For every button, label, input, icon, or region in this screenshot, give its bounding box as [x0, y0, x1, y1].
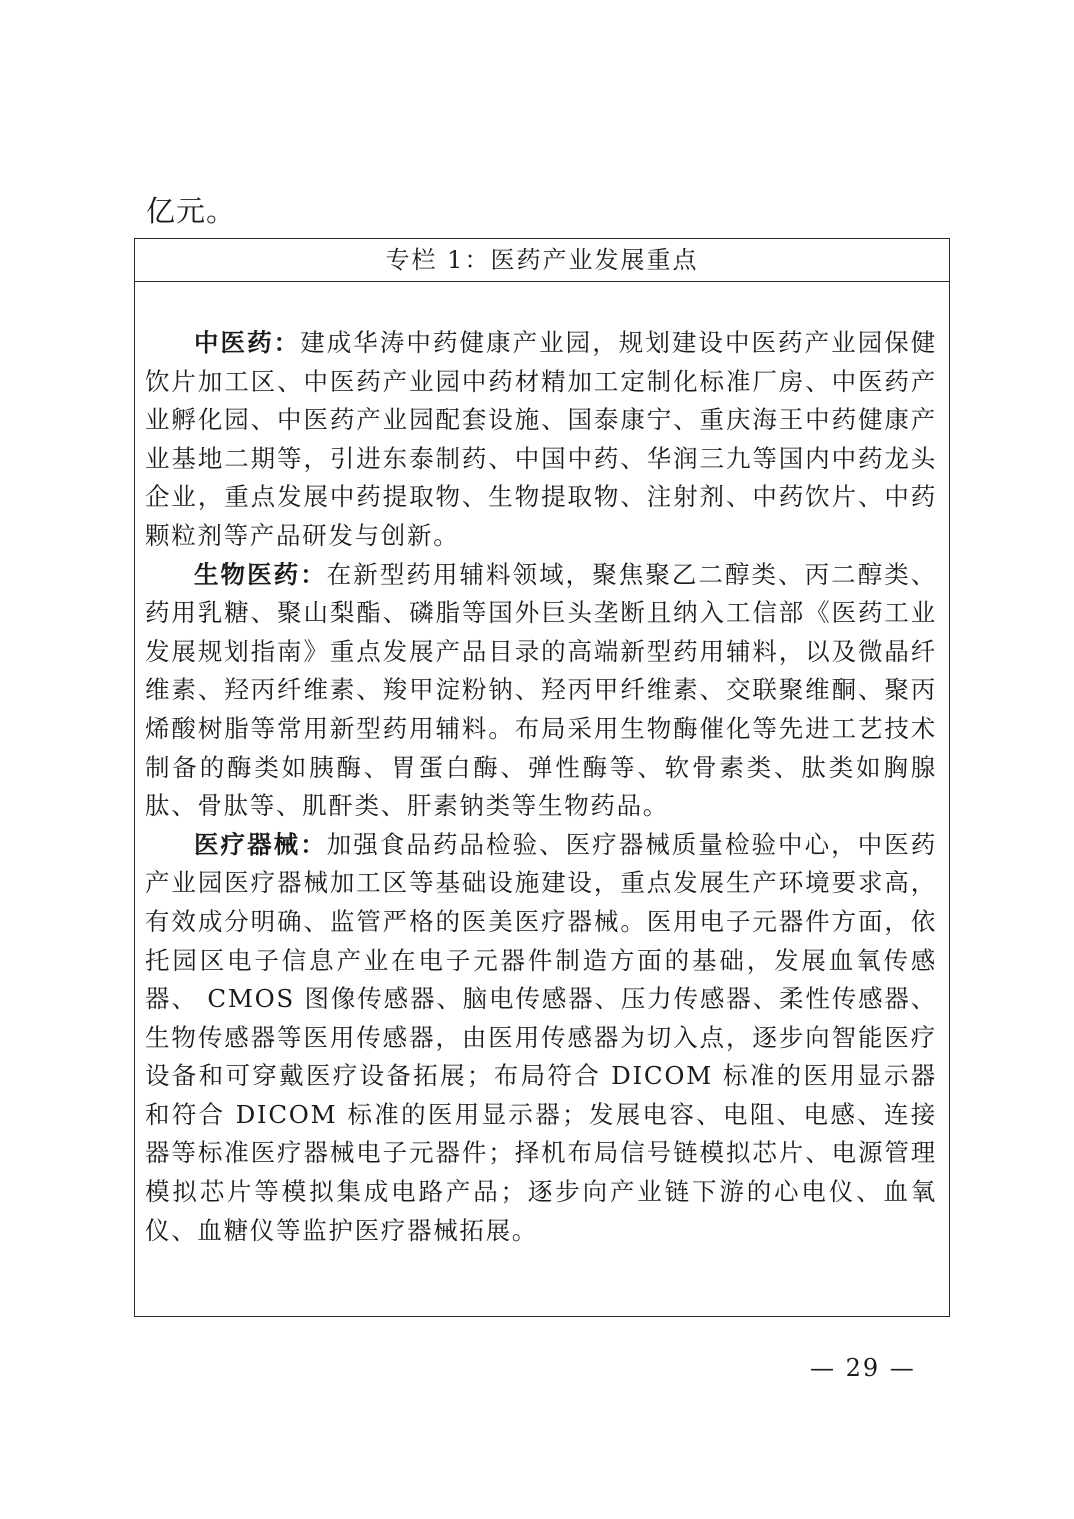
page-number: — 29 —: [810, 1354, 916, 1382]
column-box: [134, 238, 950, 1317]
paragraph-tcm-text: 建成华涛中药健康产业园，规划建设中医药产业园保健饮片加工区、中医药产业园中药材精加工定制化标准厂房、中医药产业孵化园、中医药产业园配套设施、国泰康宁、重庆海王中药健康产业基地二期等，引进东泰制药、中国中药、华润三九等国内中药龙头企业，重点发展中药提取物、生物提取物、注射剂、中药饮片、中药颗粒剂等产品研发与创新。: [145, 328, 937, 550]
paragraph-biomedicine-lead: 生物医药：: [194, 559, 327, 589]
paragraph-biomedicine-text: 在新型药用辅料领域，聚焦聚乙二醇类、丙二醇类、药用乳糖、聚山梨酯、磷脂等国外巨头垄断且纳入工信部《医药工业发展规划指南》重点发展产品目录的高端新型药用辅料，以及微晶纤维素、羟丙纤维素、羧甲淀粉钠、羟丙甲纤维素、交联聚维酮、聚丙烯酸树脂等常用新型药用辅料。布局采用生物酶催化等先进工艺技术制备的酶类如胰酶、胃蛋白酶、弹性酶等、软骨素类、肽类如胸腺肽、骨肽等、肌酐类、肝素钠类等生物药品。: [145, 559, 937, 821]
paragraph-medical-devices-text: 加强食品药品检验、医疗器械质量检验中心，中医药产业园医疗器械加工区等基础设施建设，重点发展生产环境要求高，有效成分明确、监管严格的医美医疗器械。医用电子元器件方面，依托园区电子信息产业在电子元器件制造方面的基础，发展血氧传感器、 CMOS 图像传感器、脑电传感器、压力传感器、柔性传感器、生物传感器等医用传感器，由医用传感器为切入点，逐步向智能医疗设备和可穿戴医疗设备拓展；布局符合 DICOM 标准的医用显示器和符合 DICOM 标准的医用显示器；发展电容、电阻、电感、连接器等标准医疗器械电子元器件；择机布局信号链模拟芯片、电源管理模拟芯片等模拟集成电路产品；逐步向产业链下游的心电仪、血氧仪、血糖仪等监护医疗器械拓展。: [145, 829, 937, 1245]
paragraph-tcm: [145, 324, 937, 556]
column-title: 专栏 1：医药产业发展重点: [135, 239, 949, 282]
paragraph-medical-devices: [145, 826, 937, 1251]
continuation-text: 亿元。: [146, 194, 237, 228]
paragraph-biomedicine: [145, 556, 937, 826]
column-body: [135, 282, 949, 1250]
paragraph-tcm-lead: 中医药：: [194, 328, 301, 357]
paragraph-medical-devices-lead: 医疗器械：: [194, 829, 327, 859]
